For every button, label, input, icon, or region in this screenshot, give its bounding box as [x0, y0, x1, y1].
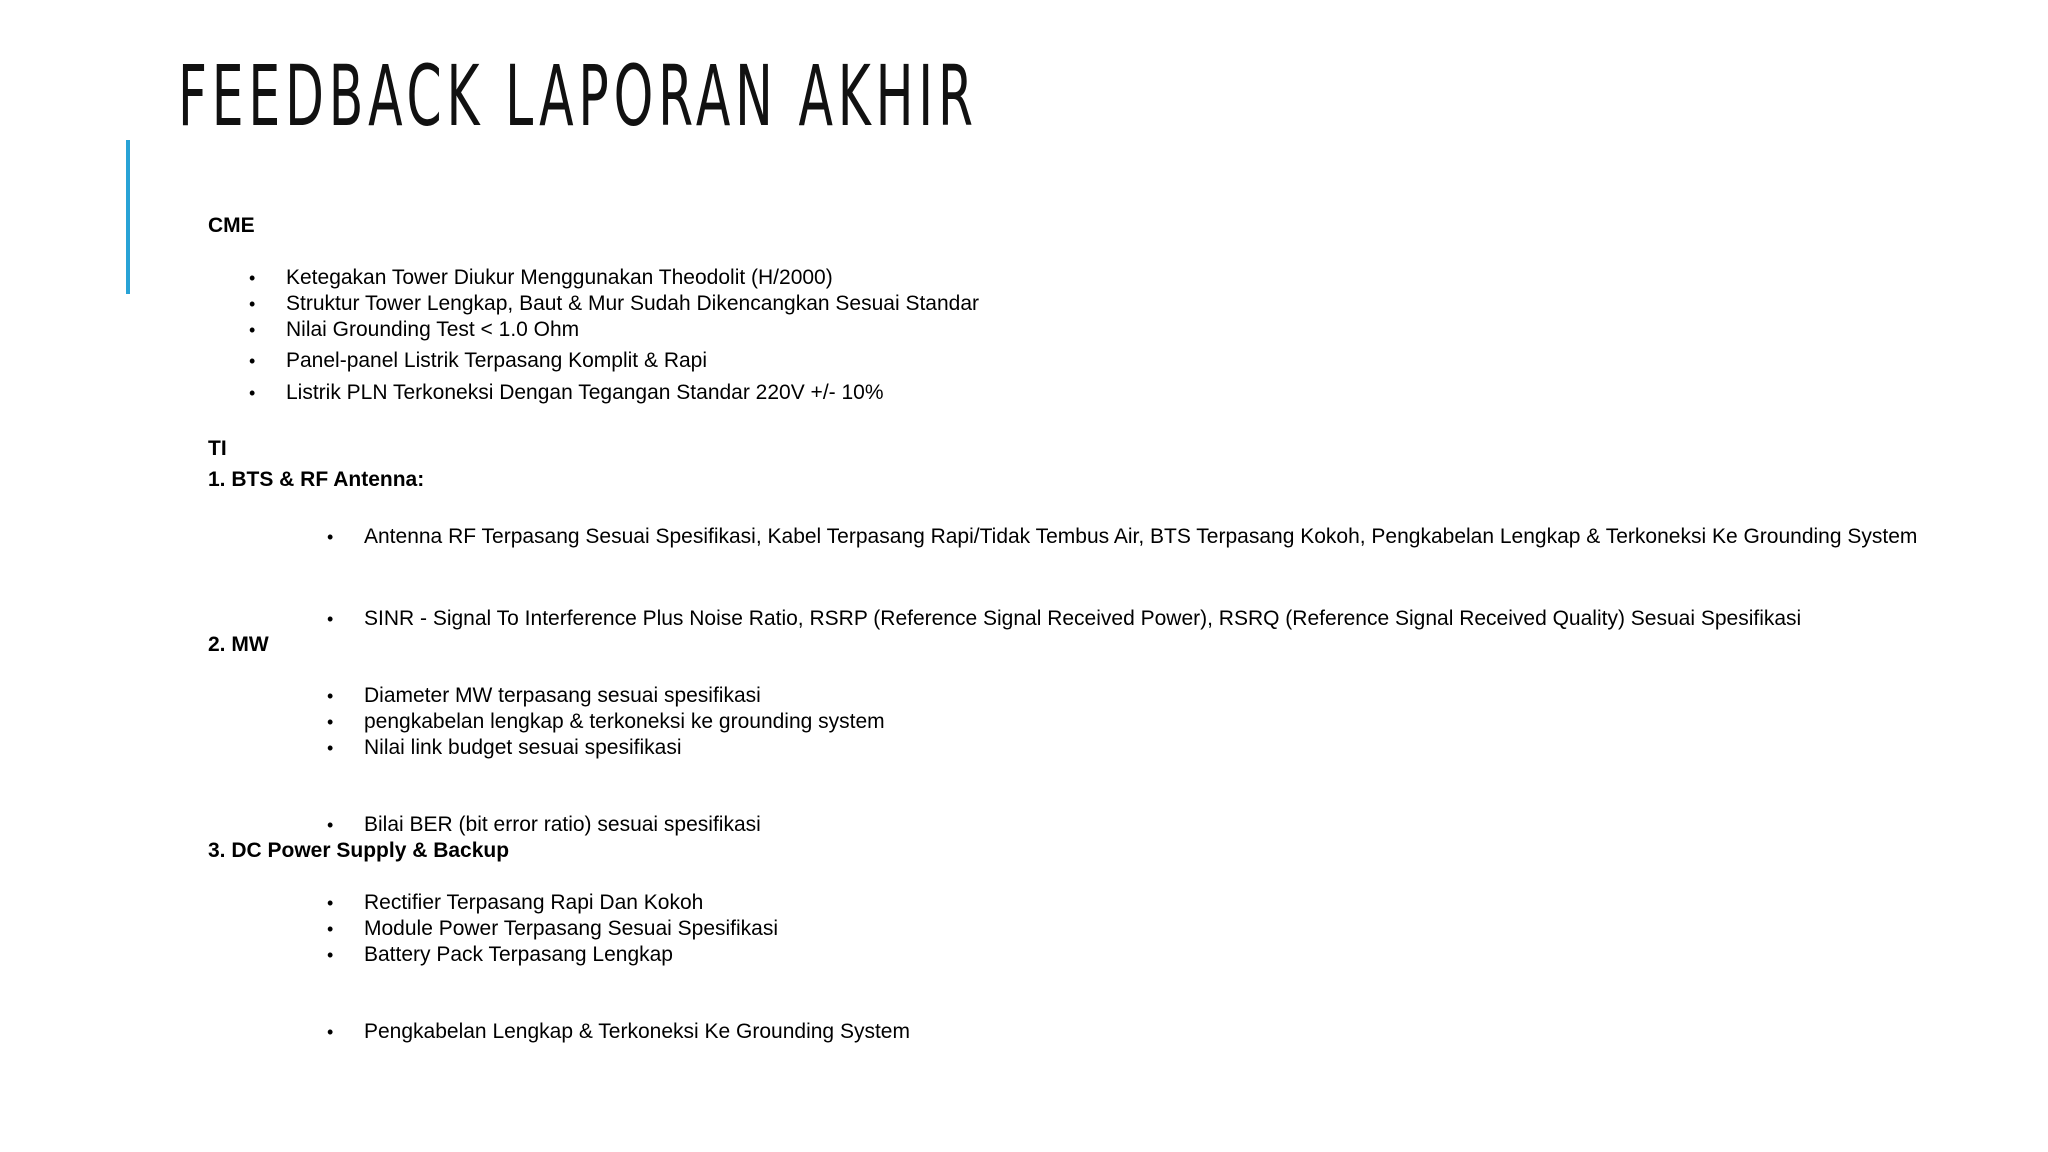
dc-item: Pengkabelan Lengkap & Terkoneksi Ke Grounding System: [364, 1020, 910, 1043]
slide-title: FEEDBACK LAPORAN AKHIR: [178, 47, 978, 145]
bullet-icon: •: [249, 351, 256, 371]
mw-item: Diameter MW terpasang sesuai spesifikasi: [364, 684, 761, 707]
ti-heading: TI: [208, 437, 227, 460]
cme-item: Panel-panel Listrik Terpasang Komplit & Rapi: [286, 349, 708, 372]
mw-heading: 2. MW: [208, 633, 269, 656]
bullet-icon: •: [327, 738, 334, 758]
dc-item: Module Power Terpasang Sesuai Spesifikasi: [364, 917, 779, 940]
bullet-icon: •: [327, 893, 334, 913]
mw-item: pengkabelan lengkap & terkoneksi ke grounding system: [364, 710, 885, 733]
bullet-icon: •: [327, 945, 334, 965]
bts-item: SINR - Signal To Interference Plus Noise Ratio, RSRP (Reference Signal Received Power), RSRQ (Reference Signal Received Quality) Sesuai Spesifikasi: [364, 607, 1802, 630]
cme-item: Listrik PLN Terkoneksi Dengan Tegangan Standar 220V +/- 10%: [286, 381, 884, 404]
dc-item: Rectifier Terpasang Rapi Dan Kokoh: [364, 891, 704, 914]
bullet-icon: •: [249, 383, 256, 403]
mw-item: Bilai BER (bit error ratio) sesuai spesifikasi: [364, 813, 761, 836]
bullet-icon: •: [249, 320, 256, 340]
bts-heading: 1. BTS & RF Antenna:: [208, 468, 425, 491]
bullet-icon: •: [327, 712, 334, 732]
bullet-icon: •: [327, 919, 334, 939]
bullet-icon: •: [327, 815, 334, 835]
dc-item: Battery Pack Terpasang Lengkap: [364, 943, 673, 966]
accent-bar: [126, 140, 130, 294]
mw-item: Nilai link budget sesuai spesifikasi: [364, 736, 682, 759]
bts-item: Antenna RF Terpasang Sesuai Spesifikasi, Kabel Terpasang Rapi/Tidak Tembus Air, BTS Terpasang Kokoh, Pengkabelan Lengkap & Terkoneksi Ke Grounding System: [364, 525, 1918, 548]
cme-item: Ketegakan Tower Diukur Menggunakan Theodolit (H/2000): [286, 266, 833, 289]
bullet-icon: •: [327, 527, 334, 547]
bullet-icon: •: [327, 609, 334, 629]
bullet-icon: •: [327, 1022, 334, 1042]
dc-heading: 3. DC Power Supply & Backup: [208, 839, 510, 862]
cme-item: Nilai Grounding Test < 1.0 Ohm: [286, 318, 580, 341]
cme-heading: CME: [208, 214, 255, 237]
bullet-icon: •: [249, 294, 256, 314]
bullet-icon: •: [249, 268, 256, 288]
bullet-icon: •: [327, 686, 334, 706]
cme-item: Struktur Tower Lengkap, Baut & Mur Sudah Dikencangkan Sesuai Standar: [286, 292, 980, 315]
